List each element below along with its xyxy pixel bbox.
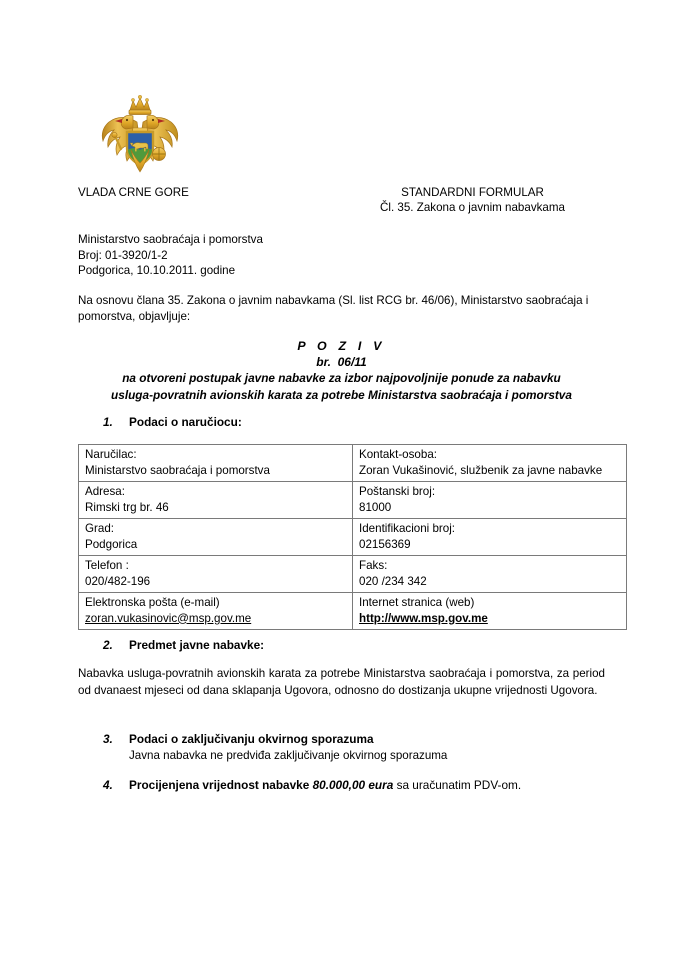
section-4-title: Procijenjena vrijednost nabavke xyxy=(129,778,310,792)
procurement-subject-paragraph: Nabavka usluga-povratnih avionskih karata za potrebe Ministarstva saobraćaja i pomorstva, za period od dvanaest mjeseci od dana sklapanja Ugovora, odnosno do dostizanja ukupne vrijednosti Ugovora. xyxy=(78,667,605,697)
table-cell-contact-person xyxy=(353,445,627,482)
section-2-number: 2. xyxy=(103,638,113,652)
sender-block xyxy=(78,232,478,279)
label-contact-person: Kontakt-osoba: xyxy=(359,448,437,461)
sender-place-date: Podgorica, 10.10.2011. godine xyxy=(78,264,236,277)
value-address: Rimski trg br. 46 xyxy=(85,500,169,514)
label-identification-number: Identifikacioni broj: xyxy=(359,522,456,535)
table-cell-address xyxy=(79,482,353,519)
table-cell-email xyxy=(79,593,353,630)
label-address: Adresa: xyxy=(85,485,125,498)
contracting-authority-table xyxy=(78,444,627,630)
notice-title-block xyxy=(78,338,605,403)
section-3-title: Podaci o zaključivanju okvirnog sporazuma xyxy=(129,732,374,746)
header-form-title: STANDARDNI FORMULAR xyxy=(401,186,544,199)
value-email[interactable]: zoran.vukasinovic@msp.gov.me xyxy=(85,611,252,625)
label-email: Elektronska pošta (e-mail) xyxy=(85,596,220,609)
header-right-block xyxy=(340,185,605,215)
value-contact-person: Zoran Vukašinović, službenik za javne nabavke xyxy=(359,463,603,477)
table-cell-phone xyxy=(79,556,353,593)
label-postal-code: Poštanski broj: xyxy=(359,485,436,498)
value-narucilac: Ministarstvo saobraćaja i pomorstva xyxy=(85,463,270,477)
value-postal-code: 81000 xyxy=(359,500,392,514)
notice-number: br. 06/11 xyxy=(316,355,367,369)
section-3-heading xyxy=(103,731,374,747)
table-row xyxy=(79,445,627,482)
notice-title: P O Z I V xyxy=(297,339,386,353)
section-4-amount: 80.000,00 eura xyxy=(312,778,394,792)
section-1-heading xyxy=(103,414,242,430)
section-4-tail: sa uračunatim PDV-om. xyxy=(396,778,522,792)
value-fax: 020 /234 342 xyxy=(359,574,427,588)
section-2-title: Predmet javne nabavke: xyxy=(129,638,265,652)
table-row xyxy=(79,556,627,593)
table-cell-identification-number xyxy=(353,519,627,556)
section-1-title: Podaci o naručiocu: xyxy=(129,415,242,429)
section-4-heading xyxy=(103,777,521,793)
table-cell-city xyxy=(79,519,353,556)
section-2-heading xyxy=(103,637,264,653)
intro-paragraph: Na osnovu člana 35. Zakona o javnim nabavkama (Sl. list RCG br. 46/06), Ministarstvo saobraćaja i pomorstva, objavljuje: xyxy=(78,294,589,323)
label-city: Grad: xyxy=(85,522,114,535)
section-3-number: 3. xyxy=(103,732,113,746)
document-header xyxy=(78,185,605,215)
notice-subtitle-line1: na otvoreni postupak javne nabavke za izbor najpovoljnije ponude za nabavku xyxy=(122,371,561,385)
coat-of-arms-icon xyxy=(97,86,183,178)
label-phone: Telefon : xyxy=(85,559,129,572)
table-cell-narucilac xyxy=(79,445,353,482)
sender-document-number: Broj: 01-3920/1-2 xyxy=(78,248,168,262)
label-fax: Faks: xyxy=(359,559,388,572)
label-narucilac: Naručilac: xyxy=(85,448,137,461)
value-identification-number: 02156369 xyxy=(359,537,411,551)
table-cell-website xyxy=(353,593,627,630)
section-3-detail: Javna nabavka ne predviđa zaključivanje okvirnog sporazuma xyxy=(129,749,448,762)
notice-subtitle-line2: usluga-povratnih avionskih karata za potrebe Ministarstva saobraćaja i pomorstva xyxy=(111,387,572,402)
table-row xyxy=(79,593,627,630)
value-city: Podgorica xyxy=(85,537,138,551)
label-website: Internet stranica (web) xyxy=(359,596,475,609)
table-row xyxy=(79,519,627,556)
header-law-reference: Čl. 35. Zakona o javnim nabavkama xyxy=(380,201,565,214)
table-cell-fax xyxy=(353,556,627,593)
value-website[interactable]: http://www.msp.gov.me xyxy=(359,611,488,625)
section-1-number: 1. xyxy=(103,415,113,429)
section-4-number: 4. xyxy=(103,778,113,792)
header-left-text: VLADA CRNE GORE xyxy=(78,186,189,199)
table-cell-postal-code xyxy=(353,482,627,519)
table-row xyxy=(79,482,627,519)
sender-ministry: Ministarstvo saobraćaja i pomorstva xyxy=(78,233,263,246)
value-phone: 020/482-196 xyxy=(85,574,151,588)
